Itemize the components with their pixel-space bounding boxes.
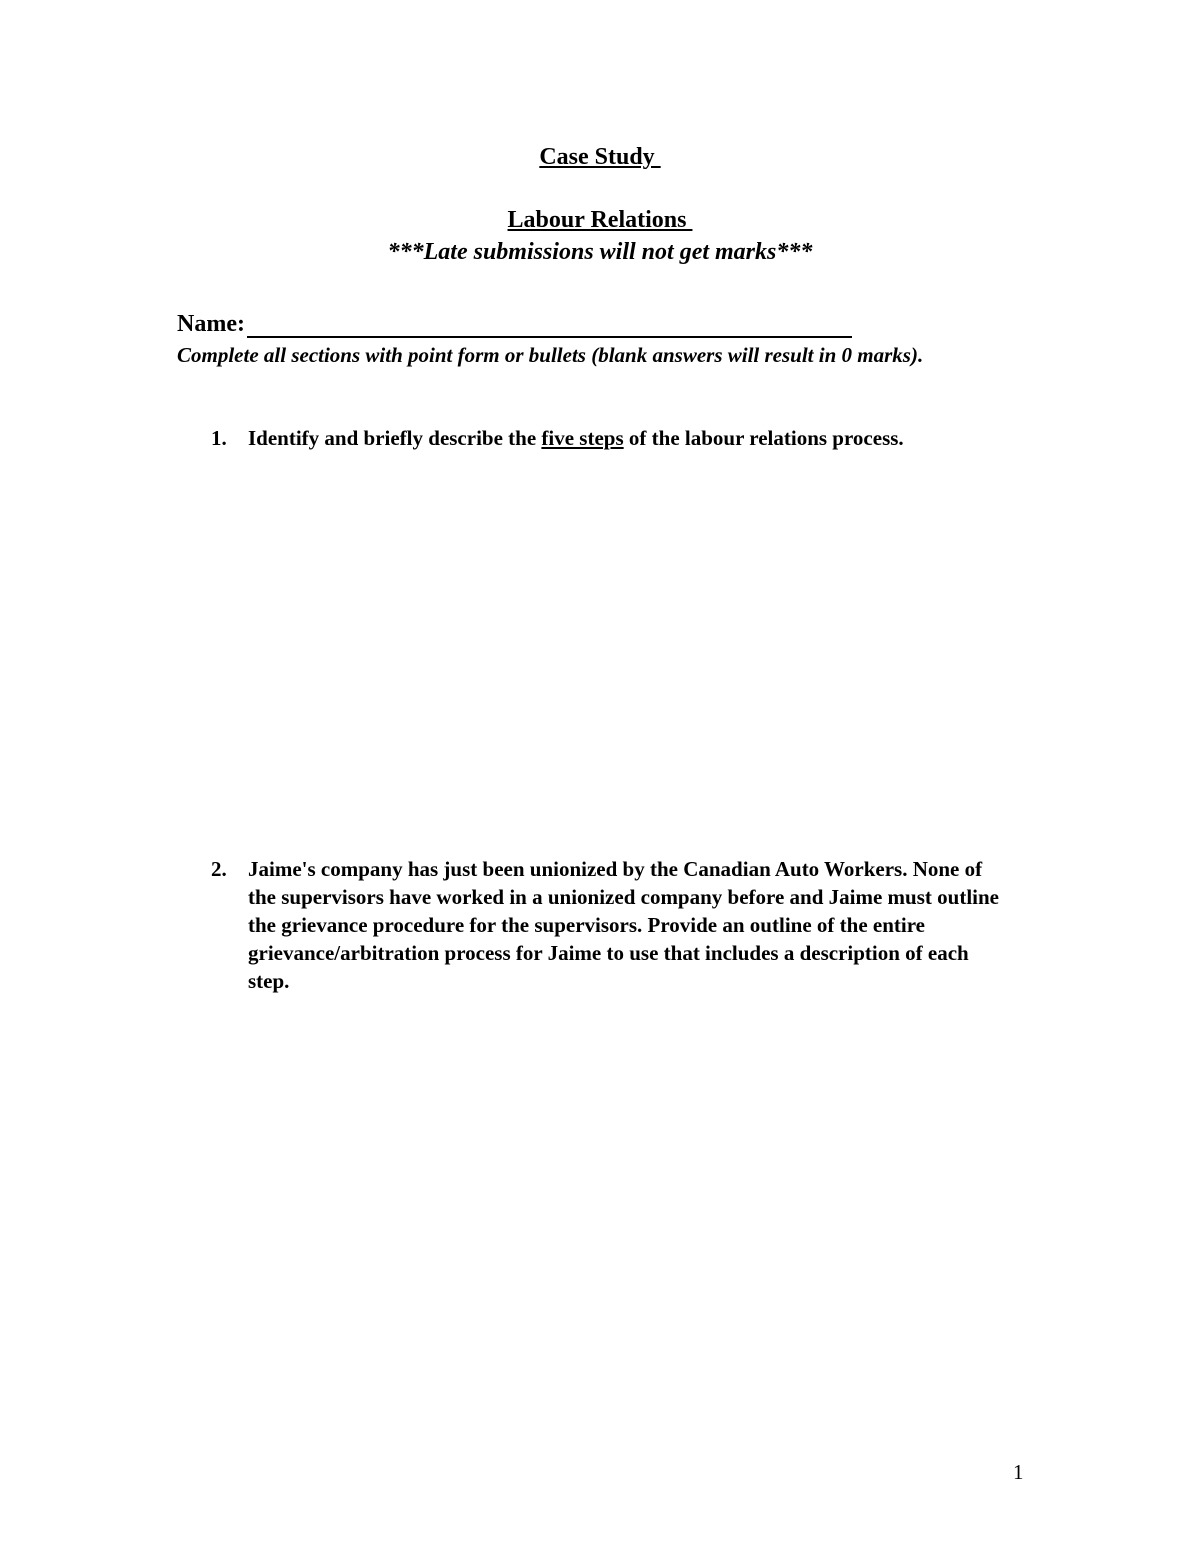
document-subtitle: Labour Relations [507, 207, 693, 233]
question-text: Jaime's company has just been unionized by the Canadian Auto Workers. None of the supervisors have worked in a unionized company before and Jaime must outline the grievance procedure for the supervisors. Provide an outline of the entire grievance/arbitration process for Jaime to use that includes a description of each step. [248, 857, 999, 993]
question-text-part: Identify and briefly describe the [248, 426, 542, 450]
document-title: Case Study [539, 144, 661, 170]
name-field-row [177, 311, 852, 338]
question-number: 1. [211, 426, 227, 450]
name-label: Name: [177, 311, 245, 337]
late-submission-warning: ***Late submissions will not get marks*** [387, 239, 813, 265]
question-number: 2. [211, 857, 227, 881]
question-text [248, 424, 1011, 452]
page-number: 1 [1013, 1460, 1024, 1484]
question-emphasis: five steps [541, 426, 624, 450]
instructions-text: Complete all sections with point form or bullets (blank answers will result in 0 marks). [177, 343, 924, 367]
question-2 [211, 855, 1011, 995]
question-text-part: of the labour relations process. [623, 426, 904, 450]
question-1 [211, 424, 1011, 452]
name-blank-line [247, 312, 852, 338]
